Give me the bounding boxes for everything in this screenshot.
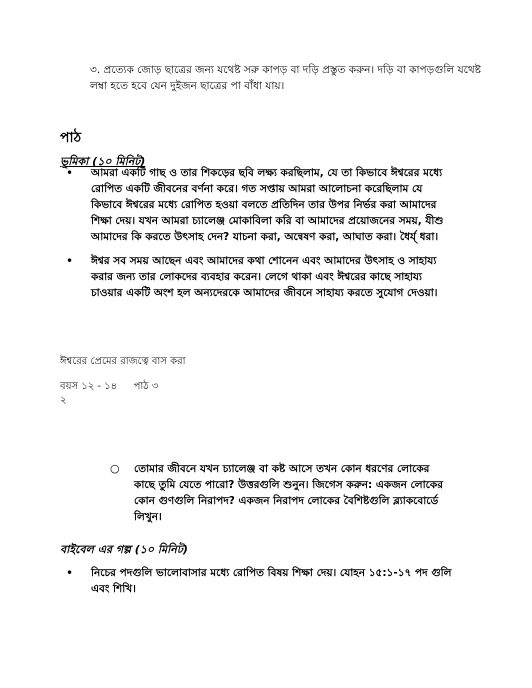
paragraph-line: রোপিত একটি জীবনের বর্ণনা করে। গত সপ্তায় আমরা আলোচনা করেছিলাম যে [91, 183, 423, 195]
footer-meta [60, 379, 158, 396]
bible-paragraph [91, 565, 491, 597]
paragraph-line: লিখুন। [134, 511, 162, 523]
footer-lesson: পাঠ ৩ [133, 381, 159, 392]
intro-paragraph-1 [91, 165, 491, 245]
bible-story-heading: বাইবেল এর গল্প (১০ মিনিট) [60, 543, 188, 556]
paragraph-line: কিভাবে ঈশ্বরের মধ্যে রোপিত হওয়া বলতে প্রতিদিন তার উপর নির্ভর করা আমাদের [91, 199, 437, 211]
intro-paragraph-2 [91, 253, 491, 301]
bullet-icon: • [66, 166, 74, 180]
lesson-heading: পাঠ [60, 130, 82, 146]
footer-title: ঈশ্বরের প্রেমের রাজত্বে বাস করা [60, 356, 186, 367]
paragraph-line: কাছে তুমি যেতে পারো? উত্তরগুলি শুনুন। জিগেস করুন: একজন লোকের [134, 479, 443, 491]
bullet-icon: • [66, 254, 74, 268]
footer-age: বয়স ১২ - ১৪ [60, 381, 118, 392]
paragraph-line: নিচের পদগুলি ভালোবাসার মধ্যে রোপিত বিষয় শিক্ষা দেয়। যোহন ১৫:১-১৭ পদ গুলি [91, 567, 452, 579]
paragraph-line: শিক্ষা দেয়। যখন আমরা চ্যালেঞ্জ মোকাবিলা করি বা আমাদের প্রয়োজনের সময়, যীশু [91, 215, 444, 227]
item-3-line: লম্বা হতে হবে যেন দুইজন ছাত্রের পা বাঁধা যায়। [90, 80, 285, 92]
paragraph-line: কোন গুণগুলি নিরাপদ? একজন নিরাপদ লোকের বৈশিষ্টগুলি ব্ল্যাকবোর্ডে [134, 495, 439, 507]
paragraph-line: এবং শিখি। [91, 583, 136, 595]
bullet-icon: • [66, 566, 74, 580]
item-3-line: ৩. প্রত্যেক জোড় ছাত্রের জন্য যথেষ্ট সরু কাপড় বা দড়ি প্রস্তুত করুন। দড়ি বা কাপড়গুলি যথেষ্ট [90, 64, 481, 76]
paragraph-line: করার জন্য তার লোকদের ব্যবহার করেন। লেগে থাকা এবং ঈশ্বরের কাছে সাহায্য [91, 271, 422, 283]
sub-bullet-paragraph [134, 461, 474, 525]
paragraph-line: আমরা একটি গাছ ও তার শিকড়ের ছবি লক্ষ্য করছিলাম, যে তা কিভাবে ঈশ্বরের মধ্যে [91, 167, 443, 179]
item-3-text [90, 62, 490, 94]
paragraph-line: চাওয়ার একটি অংশ হল অন্যদেরকে আমাদের জীবনে সাহায্য করতে সুযোগ দেওয়া। [91, 287, 438, 299]
intro-heading: ভূমিকা (১০ মিনিট) [60, 155, 146, 168]
page-number: ২ [60, 395, 67, 406]
paragraph-line: তোমার জীবনে যখন চ্যালেঞ্জ বা কষ্ট আসে তখন কোন ধরণের লোকের [134, 463, 430, 475]
circle-bullet-icon: ○ [110, 462, 120, 475]
paragraph-line: আমাদের কি করতে উৎসাহ দেন? যাচনা করা, অন্বেষণ করা, আঘাত করা। ধৈর্য্ ধরা। [91, 231, 439, 243]
paragraph-line: ঈশ্বর সব সময় আছেন এবং আমাদের কথা শোনেন এবং আমাদের উৎসাহ ও সাহায্য [91, 255, 437, 267]
